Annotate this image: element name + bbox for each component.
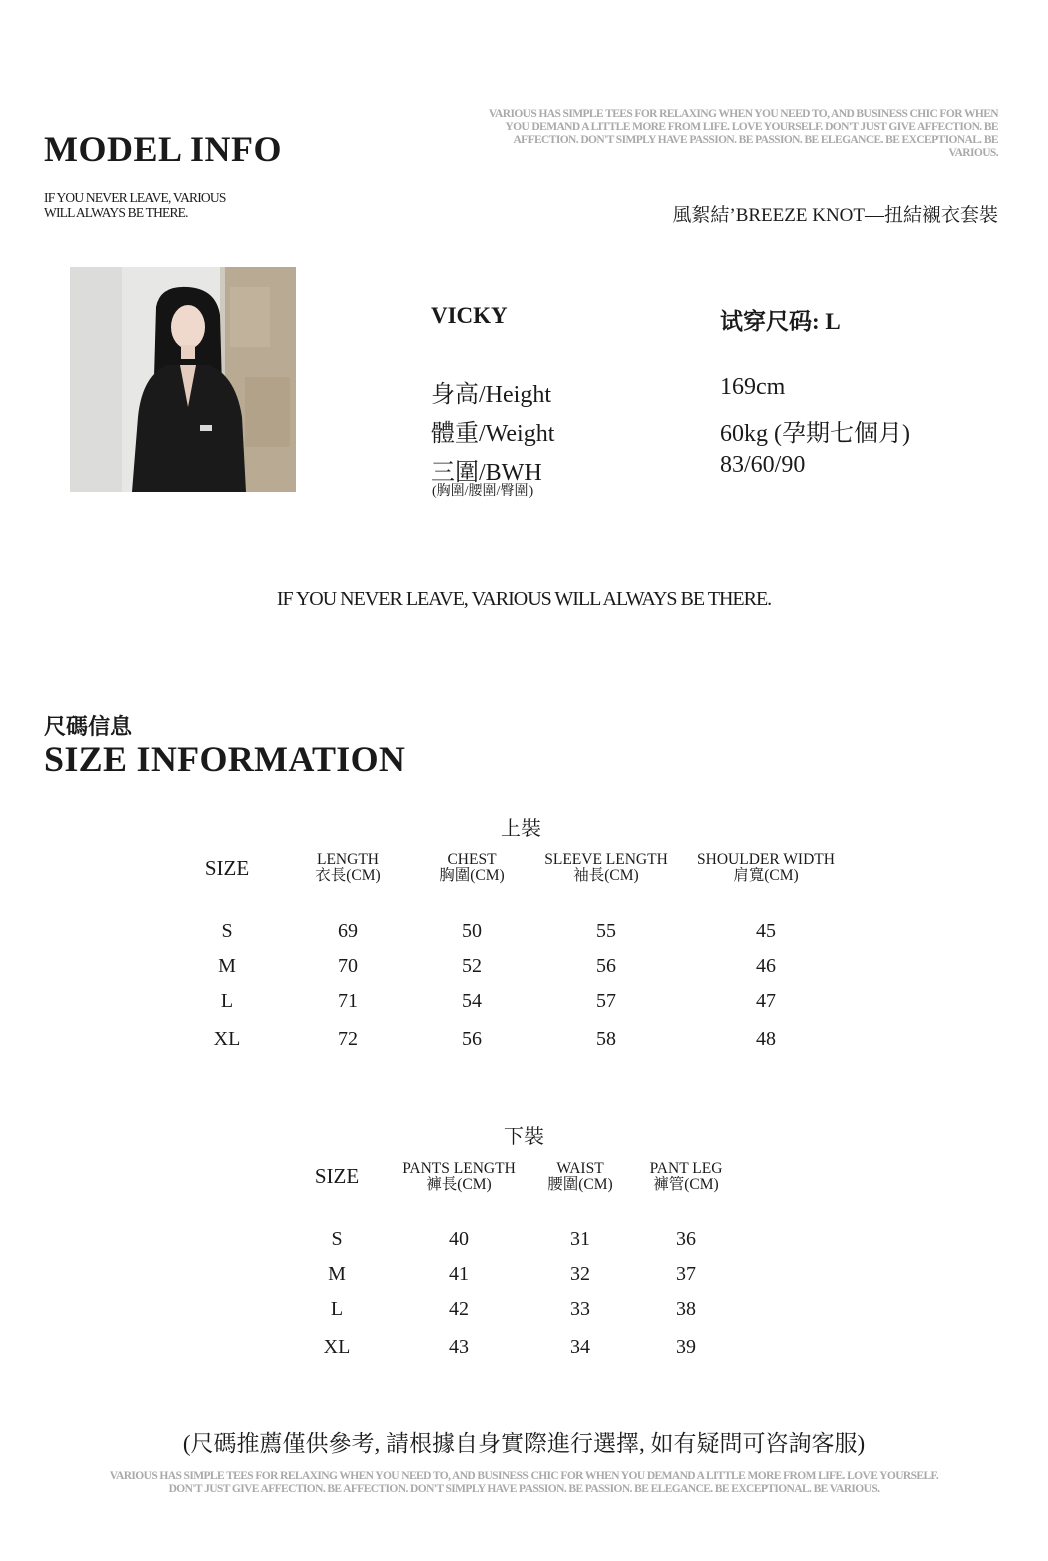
tops-col-shoulder xyxy=(697,852,835,884)
col-cn: 腰圍(CM) xyxy=(547,1176,613,1193)
col-en: LENGTH xyxy=(316,851,379,868)
tops-table-title: 上裝 xyxy=(501,818,541,840)
table-cell: 48 xyxy=(756,1028,776,1050)
col-en: CHEST xyxy=(447,851,497,868)
tops-row-size: S xyxy=(221,920,233,942)
weight-label: 體重/Weight xyxy=(431,421,555,447)
col-cn: 胸圍(CM) xyxy=(439,867,505,884)
table-cell: 47 xyxy=(756,990,776,1012)
bwh-note: (胸圍/腰圍/臀圍) xyxy=(432,484,534,499)
col-cn: 褲管(CM) xyxy=(653,1176,719,1193)
brand-tagline xyxy=(44,190,274,220)
size-disclaimer: (尺碼推薦僅供參考, 請根據自身實際進行選擇, 如有疑問可咨詢客服) xyxy=(182,1431,866,1456)
table-cell: 52 xyxy=(462,955,482,977)
bottoms-row-size: L xyxy=(330,1298,344,1320)
table-cell: 50 xyxy=(462,920,482,942)
table-cell: 38 xyxy=(676,1298,696,1320)
col-cn: 肩寬(CM) xyxy=(733,867,799,884)
table-cell: 72 xyxy=(338,1028,358,1050)
tops-col-sleeve xyxy=(544,852,668,884)
bottoms-row-size: M xyxy=(328,1263,346,1285)
col-en: WAIST xyxy=(556,1160,604,1177)
table-cell: 71 xyxy=(338,990,358,1012)
bottoms-size-header: SIZE xyxy=(314,1164,360,1188)
brand-copy-top: VARIOUS HAS SIMPLE TEES FOR RELAXING WHEN YOU NEED TO, AND BUSINESS CHIC FOR WHEN YOU DEMAND A LITTLE MORE FROM LIFE. LOVE YOURSELF. DON'T JUST GIVE AFFECTION. BE AFFECTION. DON'T SIMPLY HAVE PASSION. BE PASSION. BE ELEGANCE. BE EXCEPTIONAL. BE VARIOUS. xyxy=(488,108,998,159)
table-cell: 39 xyxy=(676,1336,696,1358)
col-en: SHOULDER WIDTH xyxy=(697,851,835,868)
table-cell: 31 xyxy=(570,1228,590,1250)
col-cn: 袖長(CM) xyxy=(573,867,639,884)
table-cell: 58 xyxy=(596,1028,616,1050)
table-cell: 42 xyxy=(449,1298,469,1320)
col-cn: 褲長(CM) xyxy=(426,1176,492,1193)
page-title: MODEL INFO xyxy=(44,129,283,169)
bottoms-col-pants-length xyxy=(402,1161,516,1193)
table-cell: 32 xyxy=(570,1263,590,1285)
col-en: PANT LEG xyxy=(649,1160,723,1177)
table-cell: 54 xyxy=(462,990,482,1012)
center-tagline: IF YOU NEVER LEAVE, VARIOUS WILL ALWAYS BE THERE. xyxy=(276,588,772,610)
col-en: SLEEVE LENGTH xyxy=(544,851,668,868)
table-cell: 56 xyxy=(596,955,616,977)
col-en: PANTS LENGTH xyxy=(402,1160,516,1177)
tops-col-chest xyxy=(439,852,504,884)
table-cell: 36 xyxy=(676,1228,696,1250)
tops-row-size: L xyxy=(220,990,234,1012)
height-value: 169cm xyxy=(720,374,786,400)
table-cell: 33 xyxy=(570,1298,590,1320)
model-fitting-size: 试穿尺码: L xyxy=(720,309,841,334)
size-info-title-en: SIZE INFORMATION xyxy=(44,739,406,779)
weight-value: 60kg (孕期七個月) xyxy=(720,421,910,447)
table-cell: 46 xyxy=(756,955,776,977)
brand-copy-bottom-line2: DON'T JUST GIVE AFFECTION. BE AFFECTION. DON'T SIMPLY HAVE PASSION. BE PASSION. BE ELEGANCE. BE EXCEPTIONAL. BE VARIOUS. xyxy=(168,1483,880,1495)
table-cell: 55 xyxy=(596,920,616,942)
col-cn: 衣長(CM) xyxy=(315,867,381,884)
table-cell: 34 xyxy=(570,1336,590,1358)
brand-copy-bottom-line1: VARIOUS HAS SIMPLE TEES FOR RELAXING WHEN YOU NEED TO, AND BUSINESS CHIC FOR WHEN YOU DEMAND A LITTLE MORE FROM LIFE. LOVE YOURSELF. xyxy=(109,1470,939,1482)
bottoms-col-waist xyxy=(547,1161,612,1193)
tops-row-size: M xyxy=(218,955,236,977)
model-photo xyxy=(70,267,296,492)
product-title: 風絮結’BREEZE KNOT—扭結襯衣套裝 xyxy=(672,205,998,226)
bottoms-row-size: S xyxy=(331,1228,343,1250)
table-cell: 57 xyxy=(596,990,616,1012)
tops-col-length xyxy=(315,852,380,884)
tops-size-header: SIZE xyxy=(204,856,250,880)
table-cell: 40 xyxy=(449,1228,469,1250)
brand-tagline-line2: WILL ALWAYS BE THERE. xyxy=(44,205,188,220)
model-name: VICKY xyxy=(431,303,508,328)
table-cell: 41 xyxy=(449,1263,469,1285)
table-cell: 37 xyxy=(676,1263,696,1285)
table-cell: 43 xyxy=(449,1336,469,1358)
brand-tagline-line1: IF YOU NEVER LEAVE, VARIOUS xyxy=(44,190,226,205)
bottoms-col-pant-leg xyxy=(650,1161,723,1193)
table-cell: 45 xyxy=(756,920,776,942)
bwh-label: 三圍/BWH xyxy=(431,460,542,486)
bwh-value: 83/60/90 xyxy=(720,452,806,478)
table-cell: 70 xyxy=(338,955,358,977)
tops-row-size: XL xyxy=(213,1028,241,1050)
bottoms-row-size: XL xyxy=(323,1336,351,1358)
size-info-title-cn: 尺碼信息 xyxy=(44,714,133,739)
bottoms-table-title: 下裝 xyxy=(504,1126,544,1148)
height-label: 身高/Height xyxy=(431,382,551,408)
table-cell: 69 xyxy=(338,920,358,942)
table-cell: 56 xyxy=(462,1028,482,1050)
brand-copy-bottom xyxy=(0,1470,1048,1496)
